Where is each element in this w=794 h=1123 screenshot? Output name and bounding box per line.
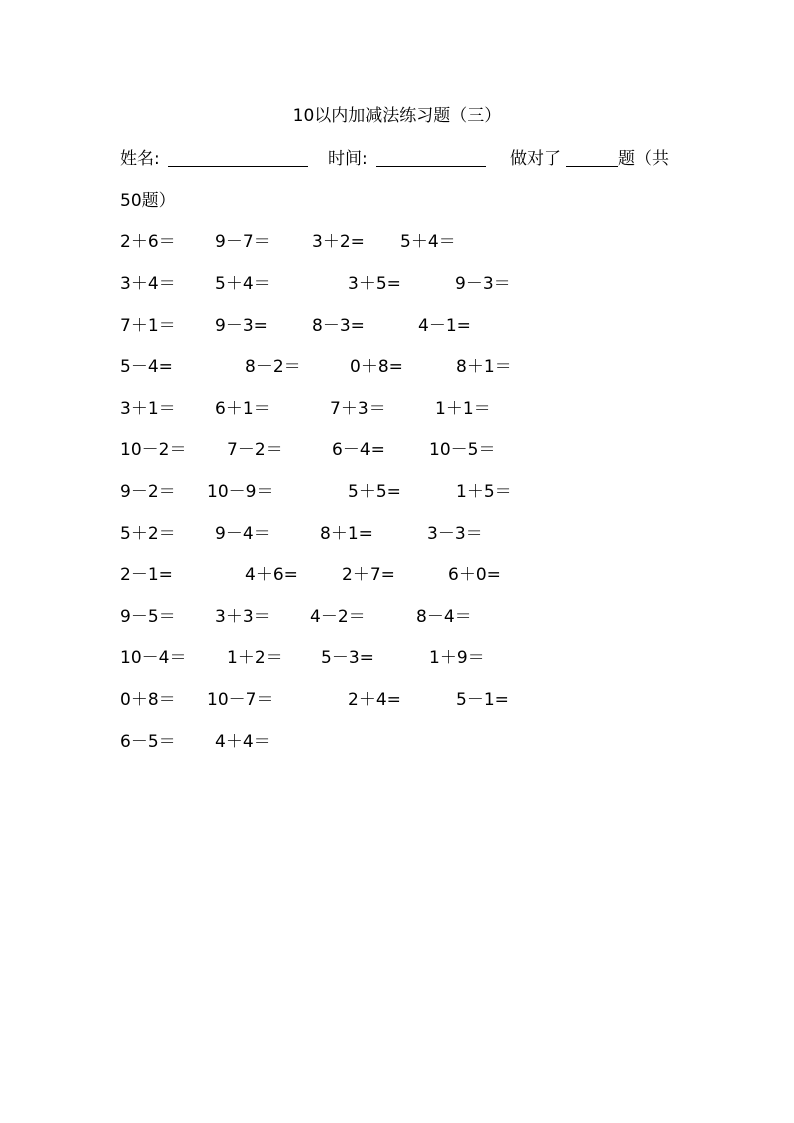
correct-count-blank[interactable] <box>566 166 618 167</box>
math-problem: 10－5＝ <box>429 440 496 460</box>
problem-row <box>0 229 794 255</box>
math-problem: 5－4= <box>120 357 173 377</box>
math-problem: 2＋7= <box>342 565 395 585</box>
correct-label: 做对了 <box>510 149 561 169</box>
worksheet-title: 10以内加减法练习题（三） <box>292 106 502 126</box>
math-problem: 10－7＝ <box>207 690 274 710</box>
math-problem: 9－5＝ <box>120 607 176 627</box>
math-problem: 3＋3＝ <box>215 607 271 627</box>
math-problem: 5＋4＝ <box>400 232 456 252</box>
problem-row <box>0 729 794 755</box>
math-problem: 5＋4＝ <box>215 274 271 294</box>
math-problem: 8＋1= <box>320 524 373 544</box>
math-problem: 4＋6= <box>245 565 298 585</box>
math-problem: 1＋2＝ <box>227 648 283 668</box>
math-problem: 6＋0= <box>448 565 501 585</box>
math-problem: 8－3= <box>312 316 365 336</box>
problem-row <box>0 562 794 588</box>
math-problem: 9－2＝ <box>120 482 176 502</box>
math-problem: 8－2＝ <box>245 357 301 377</box>
time-blank[interactable] <box>376 166 486 167</box>
math-problem: 6－5＝ <box>120 732 176 752</box>
math-problem: 1＋9＝ <box>429 648 485 668</box>
math-problem: 5－3= <box>321 648 374 668</box>
math-problem: 7＋3＝ <box>330 399 386 419</box>
problem-row <box>0 437 794 463</box>
math-problem: 4＋4＝ <box>215 732 271 752</box>
math-problem: 3＋4＝ <box>120 274 176 294</box>
name-blank[interactable] <box>168 166 308 167</box>
math-problem: 2＋6＝ <box>120 232 176 252</box>
math-problem: 0＋8＝ <box>120 690 176 710</box>
math-problem: 1＋5＝ <box>456 482 512 502</box>
math-problem: 4－1= <box>418 316 471 336</box>
math-problem: 9－4＝ <box>215 524 271 544</box>
math-problem: 8＋1＝ <box>456 357 512 377</box>
math-problem: 10－9＝ <box>207 482 274 502</box>
math-problem: 1＋1＝ <box>435 399 491 419</box>
problem-row <box>0 687 794 713</box>
math-problem: 5＋5= <box>348 482 401 502</box>
problem-row <box>0 354 794 380</box>
math-problem: 6－4= <box>332 440 385 460</box>
math-problem: 5＋2＝ <box>120 524 176 544</box>
math-problem: 9－7＝ <box>215 232 271 252</box>
problem-row <box>0 645 794 671</box>
math-problem: 10－2＝ <box>120 440 187 460</box>
math-problem: 2－1= <box>120 565 173 585</box>
math-problem: 3－3＝ <box>427 524 483 544</box>
problem-row <box>0 604 794 630</box>
math-problem: 8－4＝ <box>416 607 472 627</box>
math-problem: 7－2＝ <box>227 440 283 460</box>
math-problem: 6＋1＝ <box>215 399 271 419</box>
time-label: 时间: <box>328 149 368 169</box>
problem-row <box>0 313 794 339</box>
math-problem: 5－1= <box>456 690 509 710</box>
total-prefix: 题（共 <box>618 149 669 169</box>
math-problem: 7＋1＝ <box>120 316 176 336</box>
math-problem: 10－4＝ <box>120 648 187 668</box>
problem-row <box>0 396 794 422</box>
name-label: 姓名: <box>120 149 160 169</box>
math-problem: 3＋2= <box>312 232 365 252</box>
math-problem: 3＋5= <box>348 274 401 294</box>
math-problem: 3＋1＝ <box>120 399 176 419</box>
math-problem: 9－3= <box>215 316 268 336</box>
math-problem: 2＋4= <box>348 690 401 710</box>
math-problem: 0＋8= <box>350 357 403 377</box>
problem-row <box>0 271 794 297</box>
total-count-text: 50题） <box>120 191 176 211</box>
problem-row <box>0 479 794 505</box>
problem-row <box>0 521 794 547</box>
math-problem: 9－3＝ <box>455 274 511 294</box>
math-problem: 4－2＝ <box>310 607 366 627</box>
